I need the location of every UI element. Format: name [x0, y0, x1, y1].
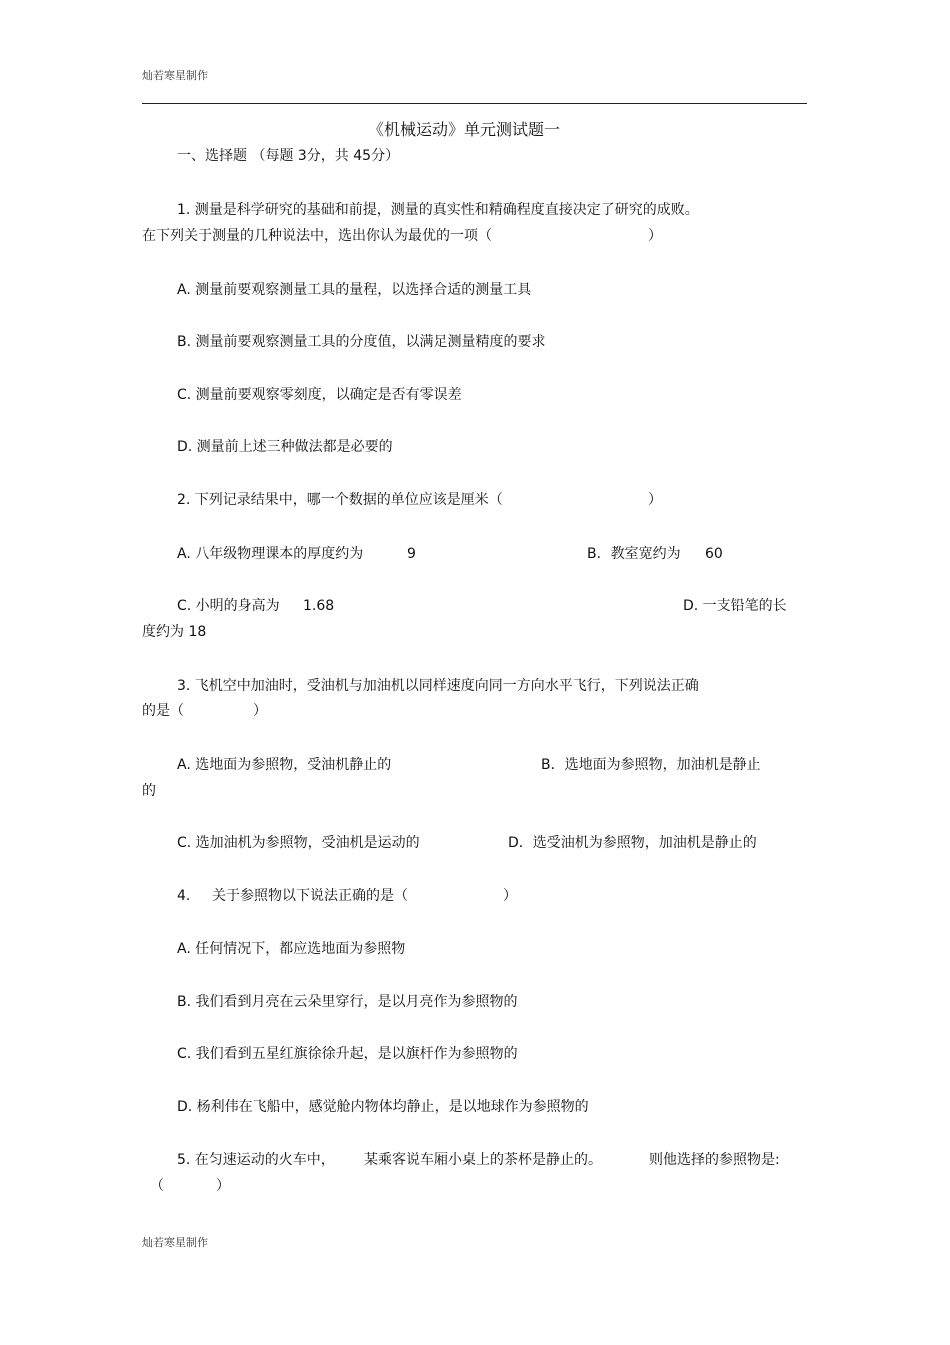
q2-stem: 2. 下列记录结果中，哪一个数据的单位应该是厘米（	[177, 492, 503, 508]
q4-option-d: D. 杨利伟在飞船中，感觉舱内物体均静止，是以地球作为参照物的	[177, 1099, 589, 1115]
q2-option-b-value: 60	[705, 546, 723, 562]
q3-option-b: B．选地面为参照物，加油机是静止	[541, 757, 761, 773]
q2-option-c: C. 小明的身高为	[177, 598, 280, 614]
q5-stem-part2: 某乘客说车厢小桌上的茶杯是静止的。	[364, 1152, 602, 1168]
q2-option-a: A. 八年级物理课本的厚度约为	[177, 546, 364, 562]
q1-option-a: A. 测量前要观察测量工具的量程，以选择合适的测量工具	[177, 282, 532, 298]
q2-option-d: D. 一支铅笔的长	[683, 598, 787, 614]
q4-answer-paren: ）	[503, 888, 517, 904]
q3-answer-paren: ）	[253, 703, 267, 719]
q1-option-b: B. 测量前要观察测量工具的分度值，以满足测量精度的要求	[177, 334, 546, 350]
q2-answer-paren: ）	[648, 492, 662, 508]
q2-option-b: B．教室宽约为	[587, 546, 681, 562]
q5-answer-open: （	[150, 1178, 164, 1194]
q3-option-c: C. 选加油机为参照物，受油机是运动的	[177, 835, 420, 851]
q3-stem-line2: 的是（	[142, 703, 184, 719]
page-title: 《机械运动》单元测试题一	[368, 120, 561, 139]
q3-option-d: D．选受油机为参照物，加油机是静止的	[508, 835, 757, 851]
q3-option-a: A. 选地面为参照物，受油机静止的	[177, 757, 392, 773]
section-heading: 一、选择题 （每题 3分，共 45分）	[177, 148, 400, 164]
q4-stem: 关于参照物以下说法正确的是（	[212, 888, 408, 904]
q1-stem-line2: 在下列关于测量的几种说法中，选出你认为最优的一项（	[142, 228, 492, 244]
q4-number: 4.	[177, 888, 191, 904]
q1-option-d: D. 测量前上述三种做法都是必要的	[177, 439, 393, 455]
q2-option-c-value: 1.68	[303, 598, 335, 614]
header-rule	[142, 103, 807, 104]
q3-option-b-cont: 的	[142, 783, 156, 799]
q4-option-a: A. 任何情况下，都应选地面为参照物	[177, 941, 406, 957]
q3-stem-line1: 3. 飞机空中加油时，受油机与加油机以同样速度向同一方向水平飞行，下列说法正确	[177, 678, 699, 694]
q5-stem-part3: 则他选择的参照物是:	[649, 1152, 780, 1168]
q2-option-a-value: 9	[407, 546, 416, 562]
q5-answer-paren: ）	[216, 1178, 230, 1194]
header-watermark: 灿若寒星制作	[142, 69, 208, 82]
q5-stem-part1: 5. 在匀速运动的火车中，	[177, 1152, 335, 1168]
q2-option-d-cont: 度约为 18	[142, 624, 207, 640]
footer-watermark: 灿若寒星制作	[142, 1236, 208, 1249]
q1-answer-paren: ）	[648, 228, 662, 244]
q1-option-c: C. 测量前要观察零刻度，以确定是否有零误差	[177, 387, 462, 403]
q4-option-c: C. 我们看到五星红旗徐徐升起，是以旗杆作为参照物的	[177, 1046, 518, 1062]
q1-stem-line1: 1. 测量是科学研究的基础和前提，测量的真实性和精确程度直接决定了研究的成败。	[177, 202, 699, 218]
q4-option-b: B. 我们看到月亮在云朵里穿行，是以月亮作为参照物的	[177, 994, 518, 1010]
